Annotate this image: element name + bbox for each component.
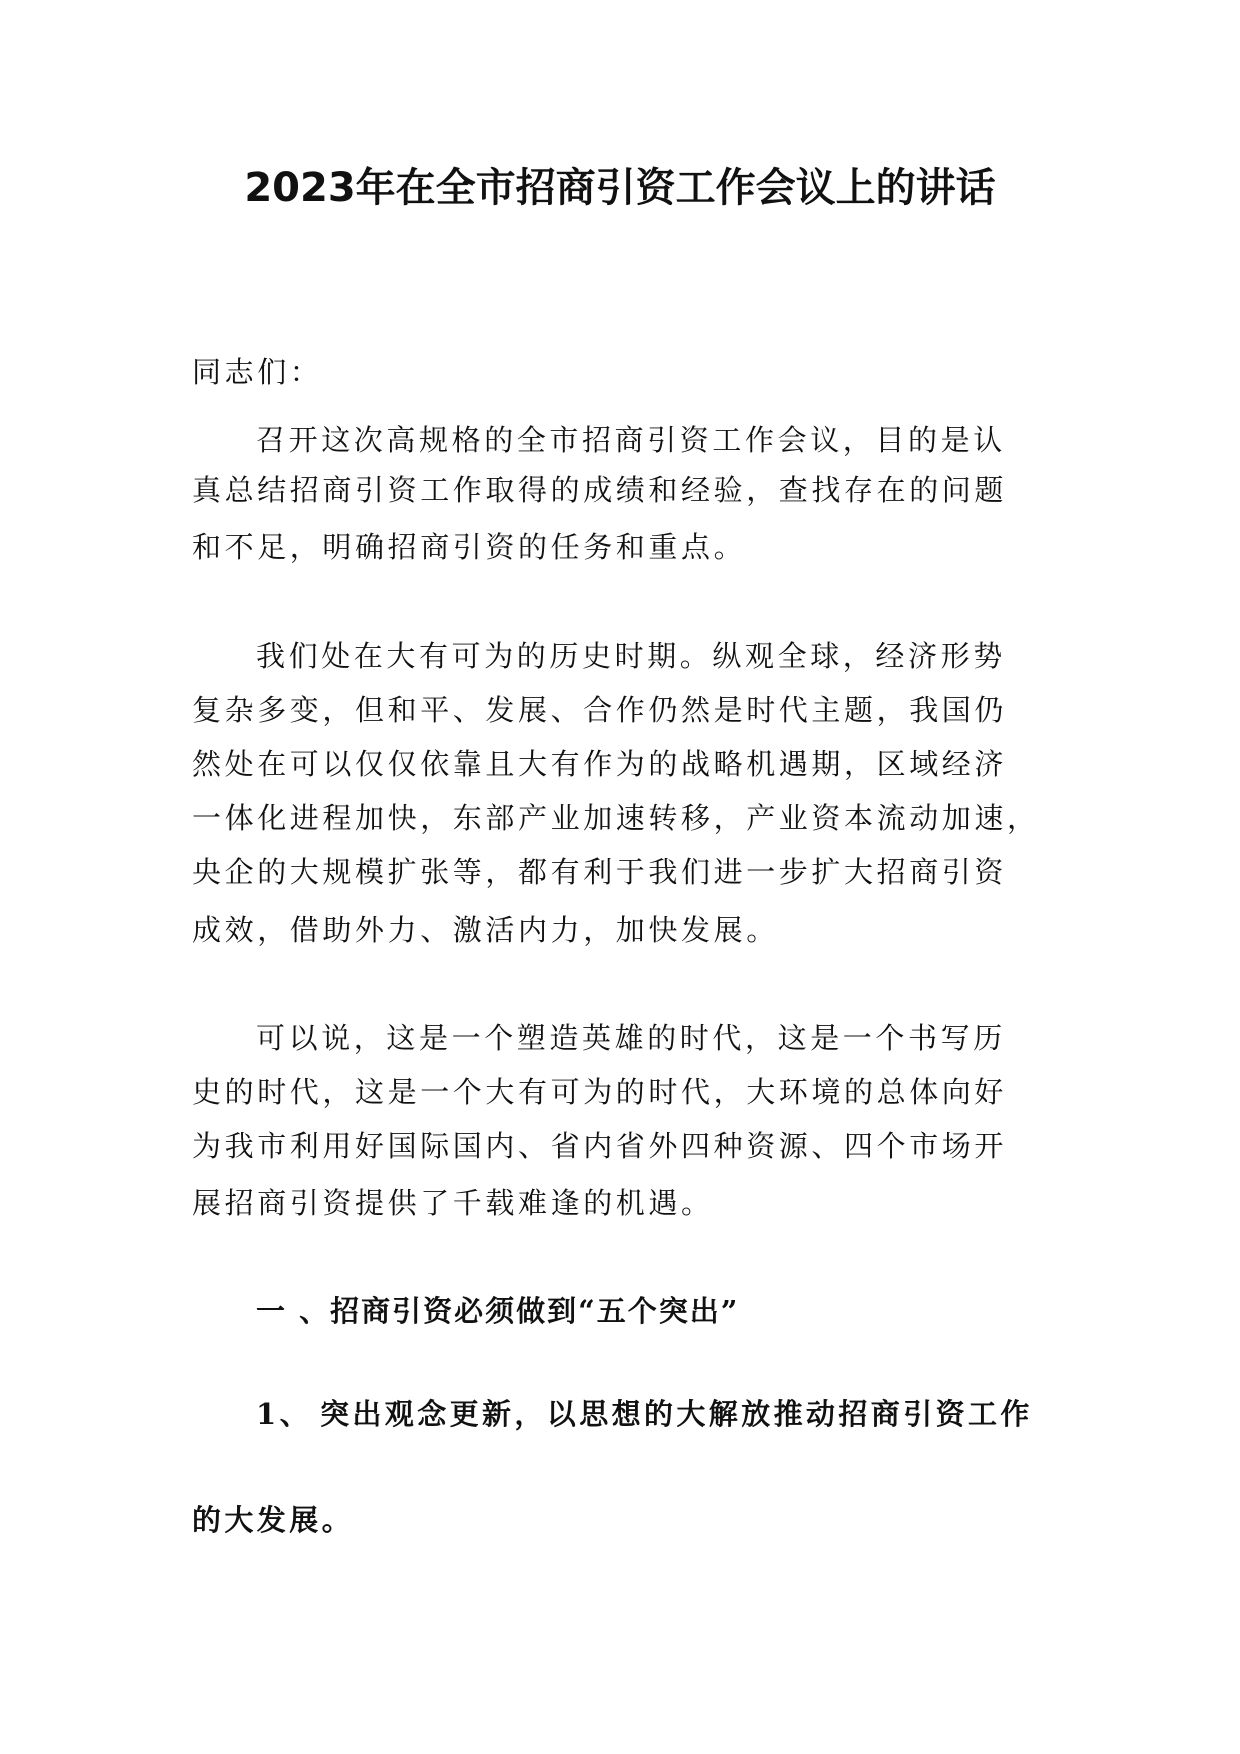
- subheading-line: 突出观念更新，以思想的大解放推动招商引资工作: [320, 1397, 1033, 1431]
- paragraph-line: 展招商引资提供了千载难逢的机遇。: [192, 1186, 714, 1220]
- subheading-number: 1、: [256, 1397, 312, 1431]
- paragraph-line: 我们处在大有可为的历史时期。纵观全球，经济形势: [256, 639, 1006, 673]
- paragraph-line: 真总结招商引资工作取得的成绩和经验，查找存在的问题: [192, 473, 1008, 507]
- page-title: 2023年在全市招商引资工作会议上的讲话: [244, 165, 996, 211]
- paragraph-line: 召开这次高规格的全市招商引资工作会议，目的是认: [256, 423, 1006, 457]
- paragraph-line: 复杂多变，但和平、发展、合作仍然是时代主题，我国仍: [192, 693, 1008, 727]
- paragraph-line: 一体化进程加快，东部产业加速转移，产业资本流动加速，: [192, 801, 1040, 835]
- paragraph-line: 史的时代，这是一个大有可为的时代，大环境的总体向好: [192, 1075, 1008, 1109]
- section-heading: 一 、招商引资必须做到“五个突出”: [256, 1294, 740, 1328]
- subheading-line: 的大发展。: [192, 1503, 355, 1537]
- salutation: 同志们：: [192, 355, 323, 389]
- paragraph-line: 央企的大规模扩张等，都有利于我们进一步扩大招商引资: [192, 855, 1008, 889]
- paragraph-line: 然处在可以仅仅依靠且大有作为的战略机遇期，区域经济: [192, 747, 1008, 781]
- paragraph-line: 可以说，这是一个塑造英雄的时代，这是一个书写历: [256, 1021, 1006, 1055]
- paragraph-line: 为我市利用好国际国内、省内省外四种资源、四个市场开: [192, 1129, 1008, 1163]
- paragraph-line: 和不足，明确招商引资的任务和重点。: [192, 530, 747, 564]
- paragraph-line: 成效，借助外力、激活内力，加快发展。: [192, 913, 779, 947]
